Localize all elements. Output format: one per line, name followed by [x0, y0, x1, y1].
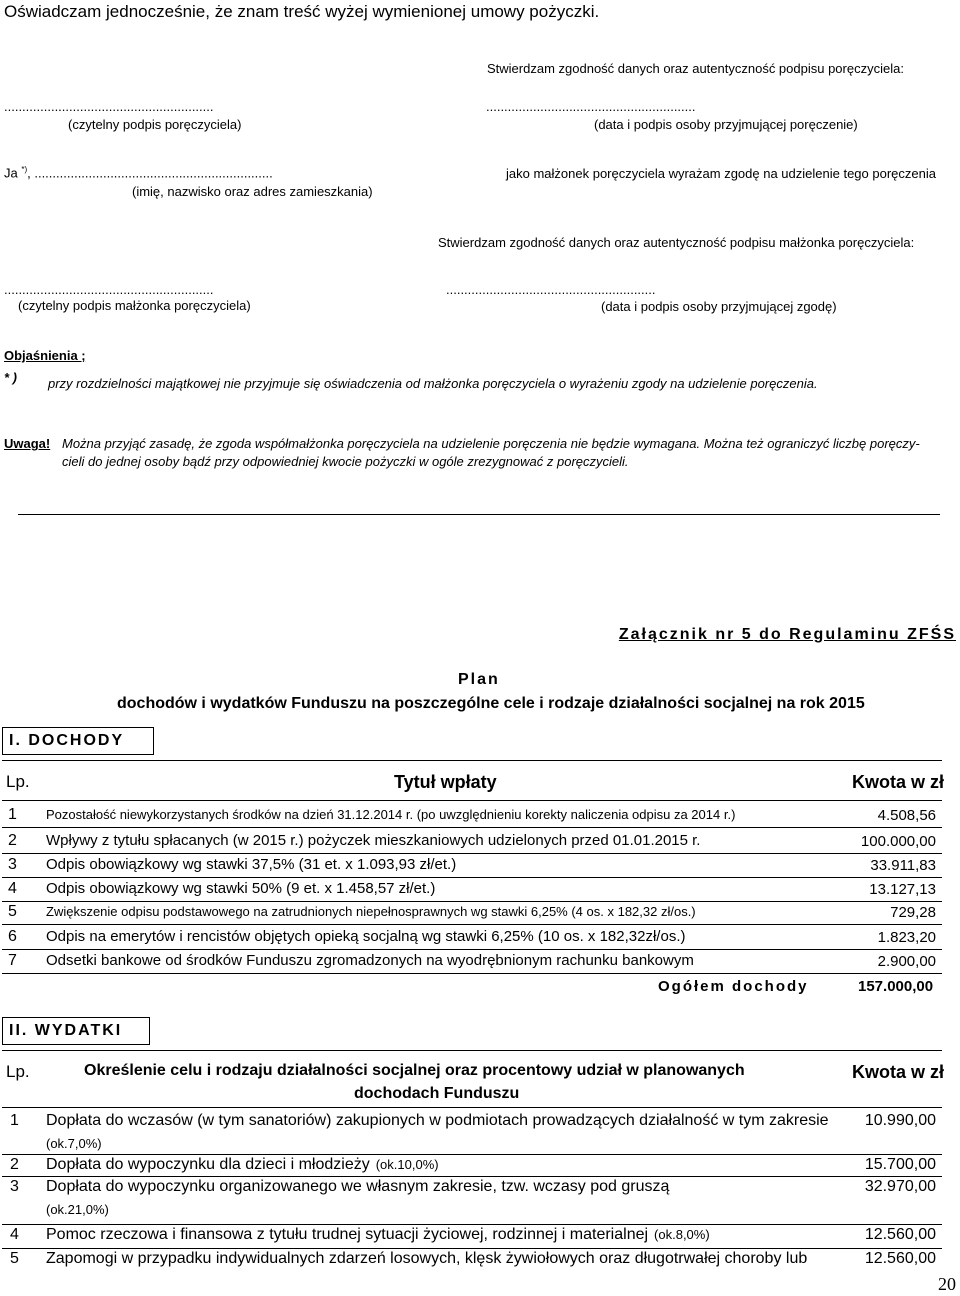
plan-title: Plan	[458, 671, 500, 688]
expense-row-title	[46, 1178, 669, 1196]
expense-row-percent: (ok.8,0%)	[654, 1227, 710, 1242]
income-row-divider	[2, 877, 942, 878]
caption-spouse-signature: (czytelny podpis małżonka poręczyciela)	[18, 298, 251, 313]
income-row-divider	[2, 901, 942, 902]
income-row-amount: 100.000,00	[860, 833, 936, 850]
expense-row-divider	[2, 1248, 942, 1249]
income-total-value: 157.000,00	[858, 978, 934, 995]
expense-row-divider	[2, 1224, 942, 1225]
confirm-spouse-text: Stwierdzam zgodność danych oraz autentyczność podpisu małżonka poręczyciela:	[438, 235, 915, 250]
income-row-lp: 7	[8, 952, 17, 969]
caption-name-address: (imię, nazwisko oraz adres zamieszkania)	[132, 184, 373, 199]
income-total-label: Ogółem dochody	[658, 978, 809, 995]
footnote-marker: * )	[4, 370, 17, 385]
income-row-amount: 4.508,56	[877, 807, 936, 824]
expenses-section-box	[2, 1017, 150, 1045]
income-section-title: I. DOCHODY	[9, 732, 125, 749]
income-row-amount: 33.911,83	[870, 857, 936, 874]
expense-row-amount: 15.700,00	[864, 1156, 936, 1173]
income-row-lp: 6	[8, 928, 17, 945]
expense-row-amount: 32.970,00	[864, 1178, 936, 1195]
attachment-label: Załącznik nr 5 do Regulaminu ZFŚS	[618, 626, 956, 643]
income-row-title: Wpływy z tytułu spłacanych (w 2015 r.) pożyczek mieszkaniowych udzielonych przed 01.01.2015 r.	[46, 832, 701, 849]
income-row-amount: 1.823,20	[877, 929, 936, 946]
expense-row-title	[46, 1250, 807, 1268]
confirm-guarantor-text: Stwierdzam zgodność danych oraz autentyczność podpisu poręczyciela:	[487, 61, 904, 76]
signature-dots-spouse: ..........................................................	[4, 282, 214, 297]
expense-row-amount: 12.560,00	[864, 1226, 936, 1243]
expense-row-lp: 5	[10, 1250, 19, 1267]
spouse-consent-text: jako małżonek poręczyciela wyrażam zgodę na udzielenie tego poręczenia	[506, 166, 936, 181]
expense-row-title	[46, 1156, 439, 1174]
expenses-header-line	[2, 1107, 942, 1108]
income-row-amount: 13.127,13	[869, 881, 936, 898]
expense-row-percent: (ok.7,0%)	[46, 1136, 102, 1151]
income-row-lp: 5	[8, 903, 17, 920]
expense-row-lp: 1	[10, 1112, 19, 1129]
expense-row-lp: 4	[10, 1226, 19, 1243]
expense-row-amount: 10.990,00	[864, 1112, 936, 1129]
declaration-text: Oświadczam jednocześnie, że znam treść wyżej wymienionej umowy pożyczki.	[4, 2, 600, 21]
expense-row-title-text: Dopłata do wypoczynku dla dzieci i młodzieży	[46, 1156, 370, 1173]
expense-row-divider	[2, 1176, 942, 1177]
income-header-line	[2, 800, 942, 801]
expense-row-title-text: Dopłata do wczasów (w tym sanatoriów) zakupionych w podmiotach prowadzących działalność w tym zakresie	[46, 1112, 829, 1129]
ja-prefix: Ja	[4, 165, 22, 181]
caption-guarantor-signature: (czytelny podpis poręczyciela)	[68, 117, 242, 132]
income-row-divider	[2, 827, 942, 828]
caption-acceptor-signature: (data i podpis osoby przyjmującej poręczenie)	[594, 117, 858, 132]
signature-dots-guarantor: ..........................................................	[4, 99, 214, 114]
expense-row-title-text: Dopłata do wypoczynku organizowanego we własnym zakresie, tzw. wczasy pod gruszą	[46, 1178, 670, 1195]
expense-row-title-text: Zapomogi w przypadku indywidualnych zdarzeń losowych, klęsk żywiołowych oraz długotrwałej choroby lub	[46, 1250, 808, 1267]
income-header-title: Tytuł wpłaty	[394, 772, 497, 792]
income-header-lp: Lp.	[6, 772, 30, 791]
expense-row-title	[46, 1226, 710, 1244]
income-table-top-line	[2, 760, 942, 761]
income-row-title: Odpis obowiązkowy wg stawki 37,5% (31 et. x 1.093,93 zł/et.)	[46, 856, 457, 873]
explanations-title: Objaśnienia ;	[4, 348, 86, 363]
ja-footnote-mark: *)	[21, 165, 28, 174]
expenses-section-title: II. WYDATKI	[9, 1022, 123, 1039]
income-header-amount: Kwota w zł	[852, 772, 945, 792]
expenses-header-lp: Lp.	[6, 1062, 30, 1081]
income-row-divider	[2, 853, 942, 854]
expenses-header-title-1: Określenie celu i rodzaju działalności socjalnej oraz procentowy udział w planowanych	[84, 1062, 745, 1079]
ja-dots: , ..................................................................	[27, 165, 273, 181]
expense-row-amount: 12.560,00	[864, 1250, 936, 1267]
expense-row-percent: (ok.10,0%)	[375, 1157, 439, 1172]
income-row-lp: 1	[8, 806, 17, 823]
income-row-title: Odpis obowiązkowy wg stawki 50% (9 et. x 1.458,57 zł/et.)	[46, 880, 436, 897]
section-divider	[18, 514, 940, 515]
signature-dots-consent-acceptor: ..........................................................	[446, 282, 656, 297]
expense-row-divider	[2, 1154, 942, 1155]
uwaga-line-2: cieli do jednej osoby bądź przy odpowiedniej kwocie pożyczki w ogóle zrezygnować z poręczycieli.	[62, 454, 629, 469]
page-number: 20	[938, 1274, 956, 1294]
caption-consent-acceptor: (data i podpis osoby przyjmującej zgodę)	[601, 299, 837, 314]
income-row-title: Pozostałość niewykorzystanych środków na dzień 31.12.2014 r. (po uwzględnieniu korekty naliczenia odpisu za 2014 r.)	[46, 807, 736, 822]
plan-subtitle: dochodów i wydatków Funduszu na poszczególne cele i rodzaje działalności socjalnej na rok 2015	[117, 695, 865, 712]
income-row-title: Zwiększenie odpisu podstawowego na zatrudnionych niepełnosprawnych wg stawki 6,25% (4 os. x 182,32 zł/os.)	[46, 904, 696, 919]
income-row-divider	[2, 973, 942, 974]
expense-row-lp: 2	[10, 1156, 19, 1173]
income-row-divider	[2, 949, 942, 950]
ja-line	[4, 165, 273, 180]
income-row-title: Odsetki bankowe od środków Funduszu zgromadzonych na wyodrębnionym rachunku bankowym	[46, 952, 694, 969]
income-row-amount: 2.900,00	[877, 953, 936, 970]
expense-row-lp: 3	[10, 1178, 19, 1195]
income-row-lp: 3	[8, 856, 17, 873]
expense-row-title	[46, 1112, 829, 1130]
income-row-lp: 4	[8, 880, 17, 897]
income-row-divider	[2, 924, 942, 925]
uwaga-label: Uwaga!	[4, 436, 51, 451]
expenses-header-title-2: dochodach Funduszu	[354, 1085, 520, 1102]
expense-row-percent: (ok.21,0%)	[46, 1202, 109, 1217]
uwaga-line-1: Można przyjąć zasadę, że zgoda współmałżonka poręczyciela na udzielenie poręczenia nie będzie wymagana. Można też ograniczyć liczbę poręczy-	[62, 436, 920, 451]
expenses-header-amount: Kwota w zł	[852, 1062, 945, 1082]
income-row-amount: 729,28	[890, 904, 936, 921]
footnote-text: przy rozdzielności majątkowej nie przyjmuje się oświadczenia od małżonka poręczyciela o wyrażeniu zgody na udzielenie poręczenia.	[48, 376, 818, 391]
income-section-box	[2, 727, 154, 755]
expense-row-title-text: Pomoc rzeczowa i finansowa z tytułu trudnej sytuacji życiowej, rodzinnej i materialnej	[46, 1226, 649, 1243]
signature-dots-acceptor: ..........................................................	[486, 99, 696, 114]
income-row-title: Odpis na emerytów i rencistów objętych opieką socjalną wg stawki 6,25% (10 os. x 182,32zł/os.)	[46, 928, 686, 945]
expenses-table-top-line	[2, 1050, 942, 1051]
income-row-lp: 2	[8, 832, 17, 849]
